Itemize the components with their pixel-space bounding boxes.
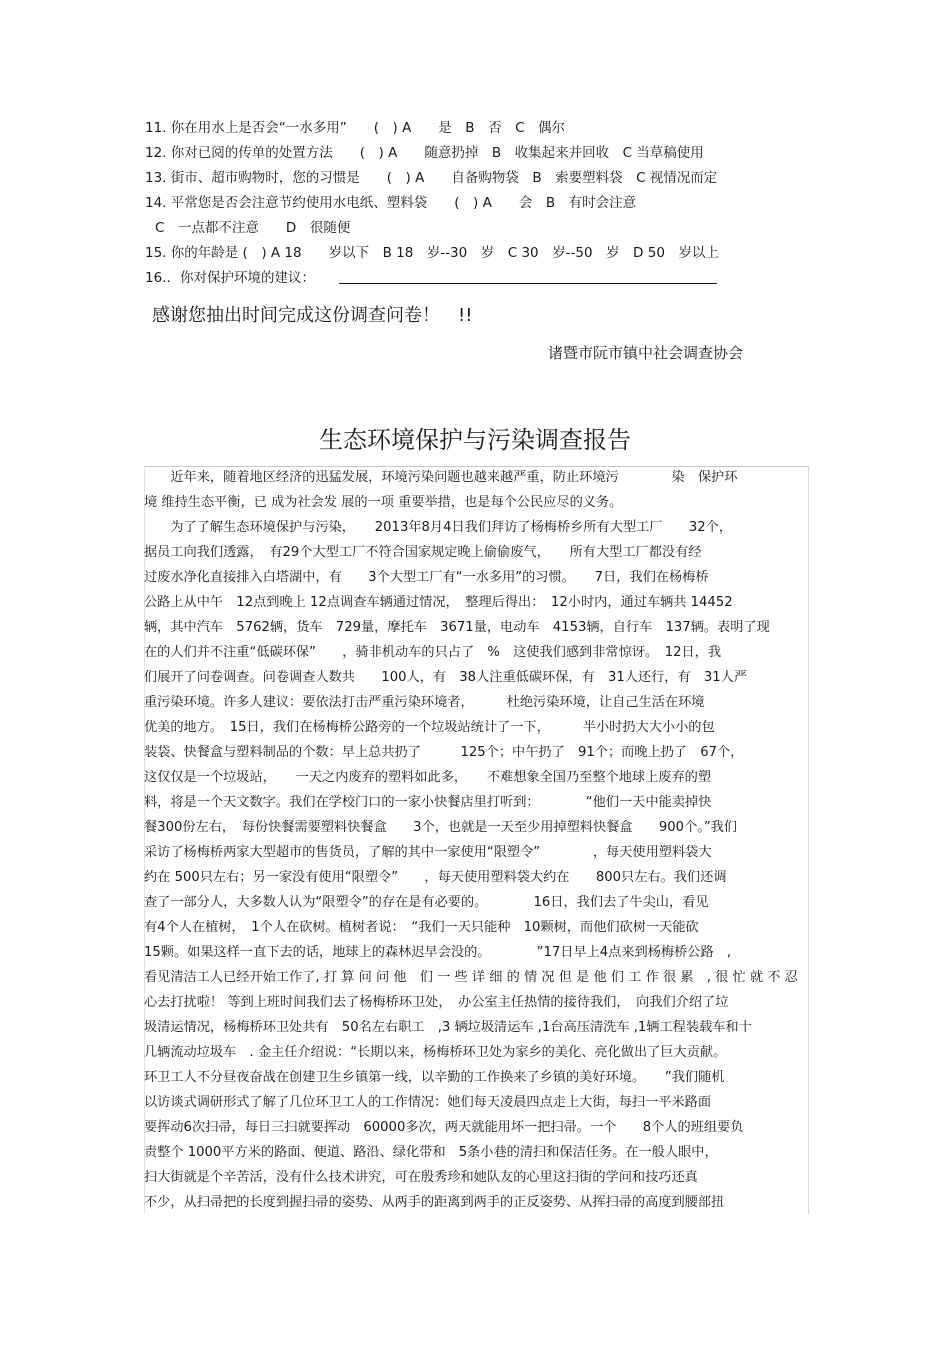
report-line: 圾清运情况，杨梅桥环卫处共有 50名左右职工 ,3 辆垃圾清运车 ,1台高压清洗车 ,1辆工程装载车和十 (144, 1020, 752, 1035)
report-line: 责整个 1000平方米的路面、便道、路沿、绿化带和 5条小巷的清扫和保洁任务。在一般人眼中， (144, 1145, 718, 1160)
thanks-message: 感谢您抽出时间完成这份调查问卷！ !! (152, 305, 473, 326)
question-15: 15. 你的年龄是 ( ) A 18 岁以下 B 18 岁--30 岁 C 30 岁--50 岁 D 50 岁以上 (145, 245, 719, 261)
question-14: 14. 平常您是否会注意节约使用水电纸、塑料袋 ( ) A 会 B 有时会注意 (145, 195, 637, 211)
report-line: 辆，其中汽车 5762辆，货车 729量，摩托车 3671量，电动车 4153辆，自行车 137辆。表明了现 (144, 620, 770, 635)
report-line: 近年来，随着地区经济的迅猛发展，环境污染问题也越来越严重，防止环境污 染 保护环 (144, 470, 738, 485)
report-line: 优美的地方。 15日，我们在杨梅桥公路旁的一个垃圾站统计了一下， 半小时扔大大小小的包 (144, 720, 715, 735)
suggestion-blank-line (339, 269, 717, 284)
report-line: 以访谈式调研形式了解了几位环卫工人的工作情况：她们每天凌晨四点走上大街，每扫一平米路面 (144, 1095, 712, 1110)
report-line: 看见清洁工人已经开始工作了, 打 算 问 问 他 们 一 些 详 细 的 情 况 但 是 他 们 工 作 很 累 , 很 忙 就 不 忍 (144, 970, 798, 985)
report-line: 这仅仅是一个垃圾站， 一天之内废弃的塑料如此多， 不难想象全国乃至整个地球上废弃的塑 (144, 770, 712, 785)
report-line: 约在 500只左右；另一家没有使用“限塑令” ，每天使用塑料袋大约在 800只左右。我们还调 (144, 870, 727, 885)
text-frame-top-border (144, 466, 808, 467)
report-line: 公路上从中午 12点到晚上 12点调查车辆通过情况， 整理后得出： 12小时内，通过车辆共 14452 (144, 595, 733, 610)
report-line: 重污染环境。许多人建议：要依法打击严重污染环境者， 杜绝污染环境，让自己生活在环境 (144, 695, 705, 710)
question-11: 11. 你在用水上是否会“一水多用” ( ) A 是 B 否 C 偶尔 (145, 120, 565, 136)
report-line: 不少，从扫帚把的长度到握扫帚的姿势、从两手的距离到两手的正反姿势、从挥扫帚的高度到腰部扭 (144, 1195, 725, 1210)
report-line: 境 维持生态平衡，已 成为社会发 展的一项 重要举措，也是每个公民应尽的义务。 (144, 495, 623, 510)
report-title: 生态环境保护与污染调查报告 (319, 426, 631, 454)
text-frame-right-border (808, 466, 809, 1214)
report-line: 在的人们并不注重“低碳环保” ，骑非机动车的只占了 % 这使我们感到非常惊讶。 12日，我 (144, 645, 722, 660)
report-line: 心去打扰啦！ 等到上班时间我们去了杨梅桥环卫处， 办公室主任热情的接待我们， 向我们介绍了垃 (144, 995, 729, 1010)
report-line: 查了一部分人，大多数人认为“限塑令”的存在是有必要的。 16日，我们去了牛尖山，看见 (144, 895, 709, 910)
report-line: 几辆流动垃圾车 . 金主任介绍说：“长期以来，杨梅桥环卫处为家乡的美化、亮化做出了巨大贡献。 (144, 1045, 727, 1060)
report-line: 为了了解生态环境保护与污染， 2013年8月4日我们拜访了杨梅桥乡所有大型工厂 32个， (144, 520, 733, 535)
report-line: 采访了杨梅桥两家大型超市的售货员，了解的其中一家使用“限塑令” ，每天使用塑料袋大 (144, 845, 712, 860)
report-line: 过废水净化直接排入白塔湖中，有 3个大型工厂有“一水多用”的习惯。 7日，我们在杨梅桥 (144, 570, 709, 585)
question-16-label: 16.．你对保护环境的建议： (145, 270, 315, 286)
organization-signature: 诸暨市阮市镇中社会调查协会 (548, 344, 744, 362)
report-line: 扫大街就是个辛苦活，没有什么技术讲究，可在殷秀珍和她队友的心里这扫街的学问和技巧还真 (144, 1170, 698, 1185)
report-line: 环卫工人不分昼夜奋战在创建卫生乡镇第一线，以辛勤的工作换来了乡镇的美好环境。 ”我们随机 (144, 1070, 725, 1085)
report-line: 要挥动6次扫帚，每日三扫就要挥动 60000多次，两天就能用坏一把扫帚。一个 8个人的班组要负 (144, 1120, 744, 1135)
question-12: 12. 你对已阅的传单的处置方法 ( ) A 随意扔掉 B 收集起来并回收 C 当草稿使用 (145, 145, 704, 161)
question-16 (145, 268, 717, 288)
report-line: 料，将是一个天文数字。我们在学校门口的一家小快餐店里打听到： “他们一天中能卖掉快 (144, 795, 712, 810)
report-line: 据员工向我们透露， 有29个大型工厂不符合国家规定晚上偷偷废气， 所有大型工厂都没有经 (144, 545, 702, 560)
question-13: 13. 街市、超市购物时，您的习惯是 ( ) A 自备购物袋 B 索要塑料袋 C 视情况而定 (145, 170, 718, 186)
report-line: 装袋、快餐盒与塑料制品的个数：早上总共扔了 125个；中午扔了 91个；而晚上扔了 67个， (144, 745, 744, 760)
report-line: 有4个人在植树， 1个人在砍树。植树者说： “我们一天只能种 10颗树，而他们砍树一天能砍 (144, 920, 699, 935)
report-line: 15颗。如果这样一直下去的话，地球上的森林迟早会没的。 ”17日早上4点来到杨梅桥公路 , (144, 945, 732, 960)
report-line: 餐300份左右， 每份快餐需要塑料快餐盒 3个，也就是一天至少用掉塑料快餐盒 900个。”我们 (144, 820, 738, 835)
report-line: 们展开了问卷调查。问卷调查人数共 100人，有 38人注重低碳环保，有 31人还行，有 31人严 (144, 670, 748, 685)
question-14-options: C 一点都不注意 D 很随便 (155, 220, 351, 236)
